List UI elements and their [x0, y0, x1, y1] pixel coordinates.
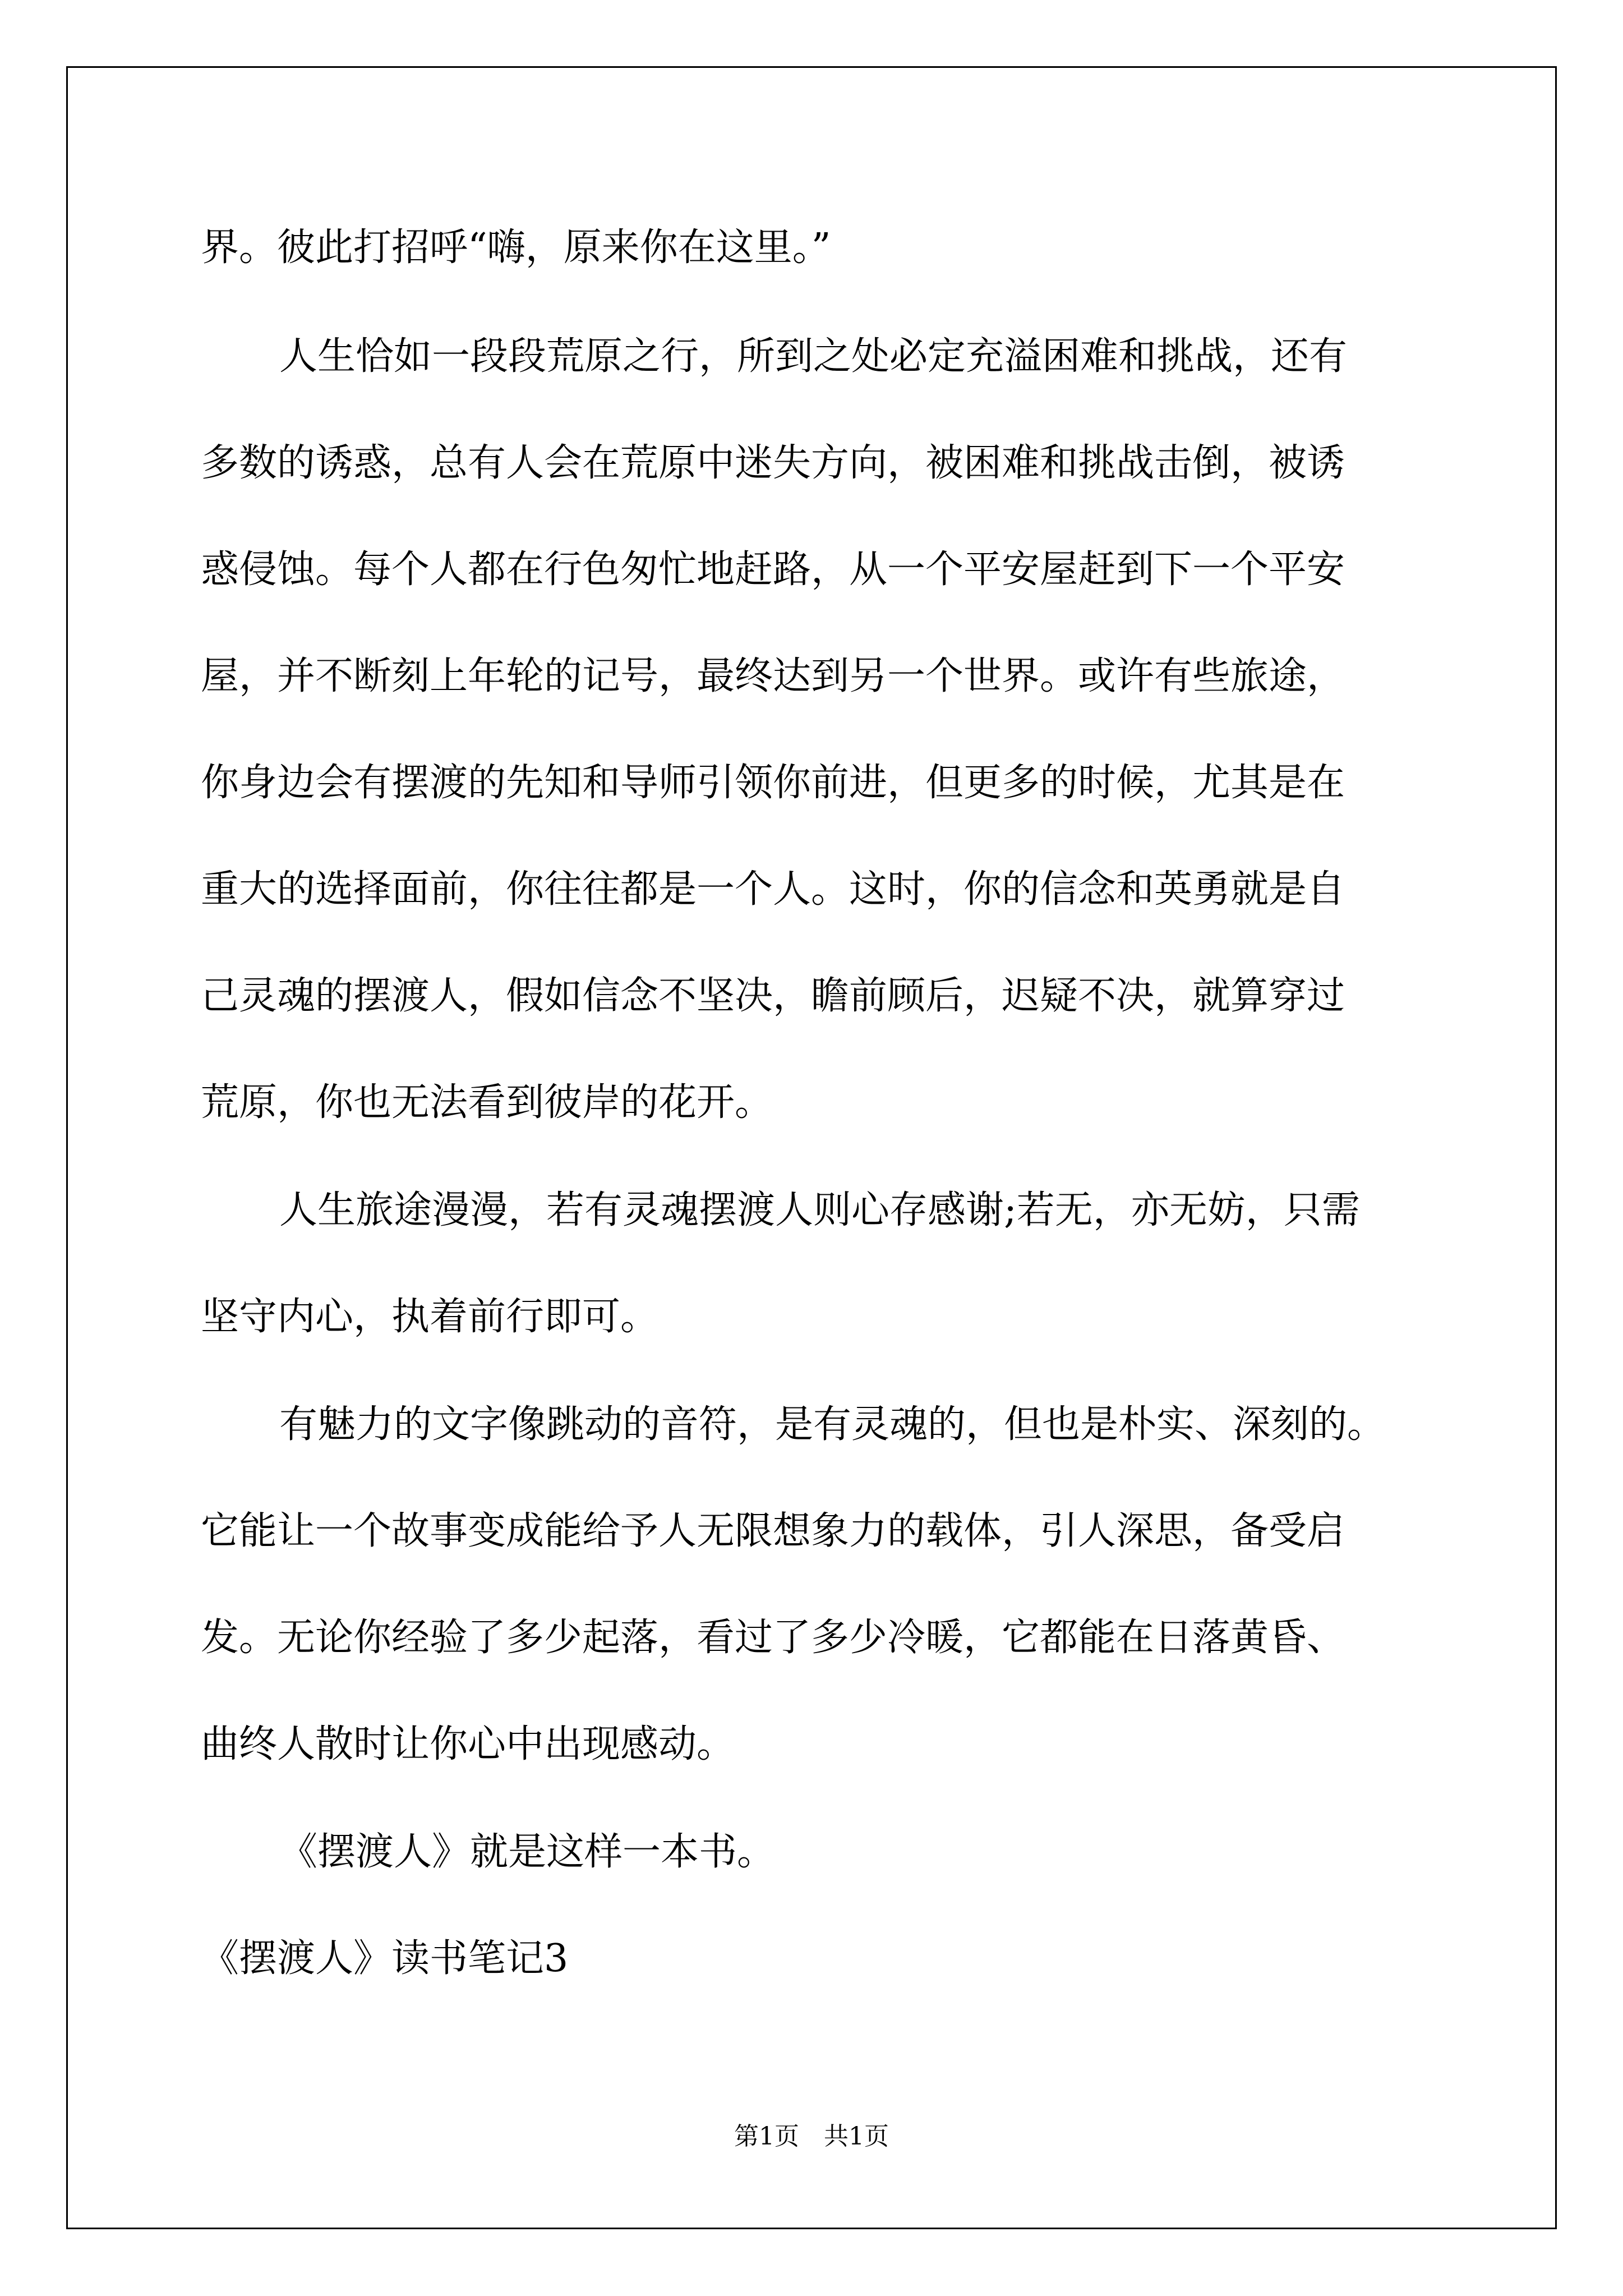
- text-line-7: 重大的选择面前，你往往都是一个人。这时，你的信念和英勇就是自: [201, 867, 1345, 912]
- text-line-2: 人生恰如一段段荒原之行，所到之处必定充溢困难和挑战，还有: [279, 334, 1348, 379]
- text-line-10: 人生旅途漫漫，若有灵魂摆渡人则心存感谢;若无，亦无妨，只需: [279, 1188, 1360, 1232]
- text-line-12: 有魅力的文字像跳动的音符，是有灵魂的，但也是朴实、深刻的。: [279, 1402, 1386, 1447]
- page-border: [66, 66, 1557, 2229]
- text-line-14: 发。无论你经验了多少起落，看过了多少冷暖，它都能在日落黄昏、: [201, 1616, 1345, 1660]
- text-line-16: 《摆渡人》就是这样一本书。: [279, 1830, 776, 1874]
- section-heading: 《摆渡人》读书笔记3: [201, 1936, 569, 1981]
- text-line-9: 荒原，你也无法看到彼岸的花开。: [201, 1080, 773, 1125]
- text-line-1: 界。彼此打招呼“嗨，原来你在这里。”: [201, 226, 831, 270]
- text-line-3: 多数的诱惑，总有人会在荒原中迷失方向，被困难和挑战击倒，被诱: [201, 441, 1345, 485]
- page-number-footer: 第1页 共1页: [734, 2122, 889, 2151]
- text-line-11: 坚守内心，执着前行即可。: [201, 1295, 659, 1339]
- text-line-6: 你身边会有摆渡的先知和导师引领你前进，但更多的时候，尤其是在: [201, 761, 1345, 805]
- text-line-8: 己灵魂的摆渡人，假如信念不坚决，瞻前顾后，迟疑不决，就算穿过: [201, 974, 1345, 1018]
- text-line-5: 屋，并不断刻上年轮的记号，最终达到另一个世界。或许有些旅途，: [201, 654, 1345, 698]
- text-line-13: 它能让一个故事变成能给予人无限想象力的载体，引人深思，备受启: [201, 1509, 1345, 1553]
- text-line-4: 惑侵蚀。每个人都在行色匆忙地赶路，从一个平安屋赶到下一个平安: [201, 547, 1345, 592]
- text-line-15: 曲终人散时让你心中出现感动。: [201, 1722, 735, 1766]
